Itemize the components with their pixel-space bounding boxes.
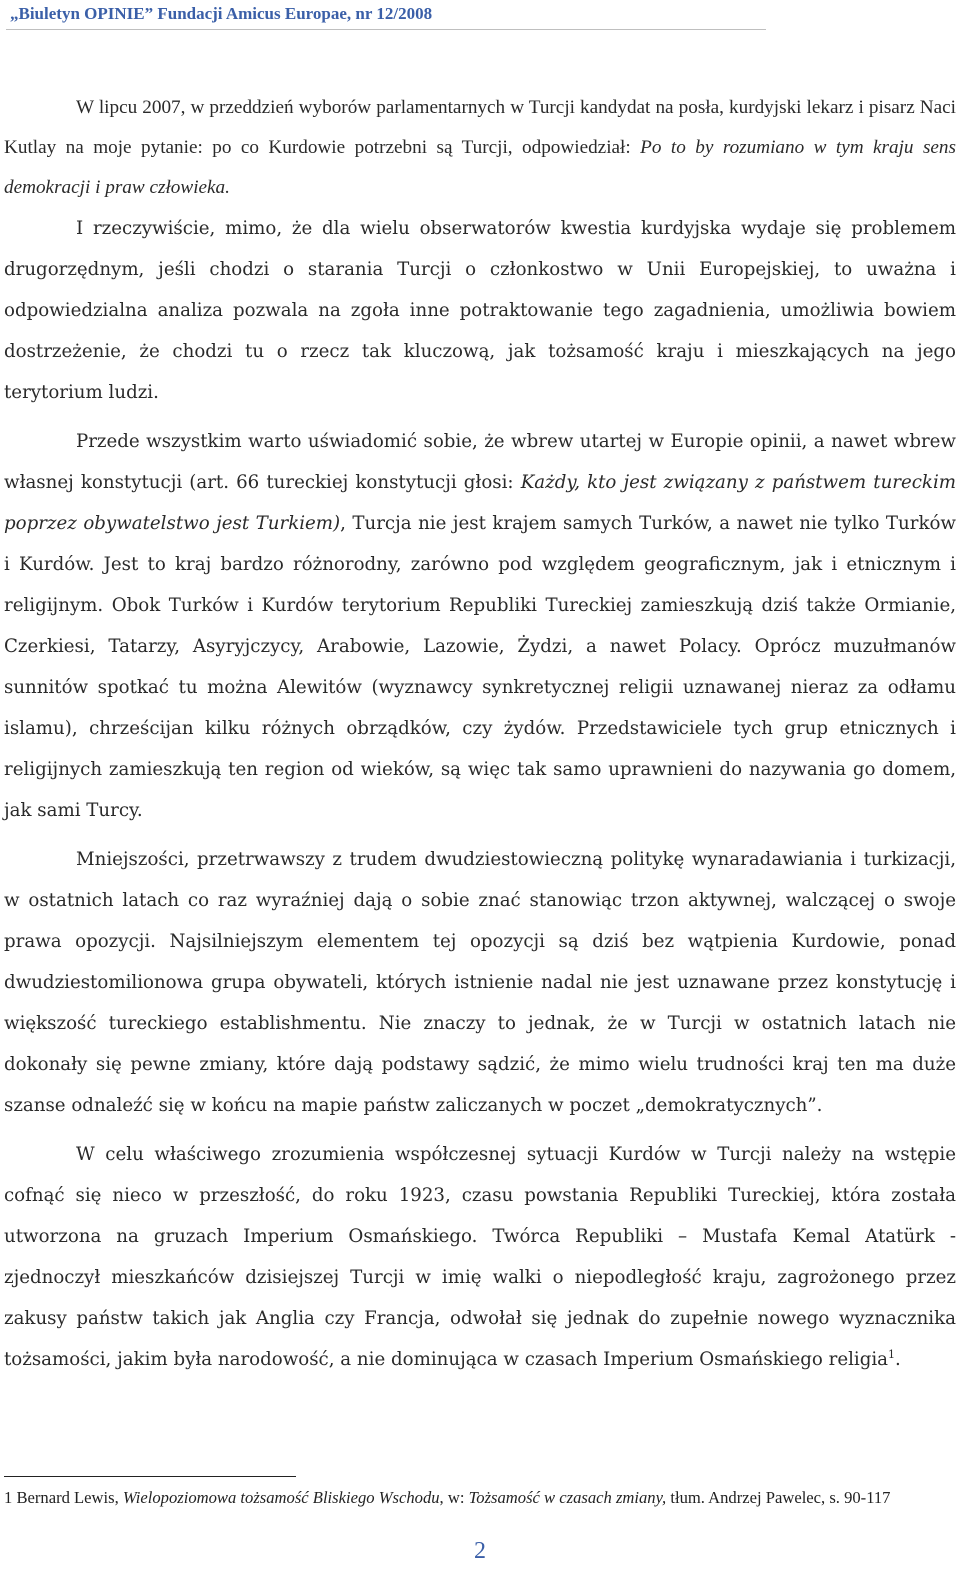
paragraph-2 [4, 208, 956, 413]
paragraph-5-text: W celu właściwego zrozumienia współczesnej sytuacji Kurdów w Turcji należy na wstępie cofnąć się nieco w przeszłość, do roku 1923, czasu powstania Republiki Tureckiej, która została utworzona na gruzach Imperium Osmańskiego. Twórca Republiki – Mustafa Kemal Atatürk - zjednoczył mieszkańców dzisiejszej Turcji w imię walki o niepodległość kraju, zagrożonego przez zakusy państw takich jak Anglia czy Francja, odwołał się jednak do zupełnie nowego wyznacznika tożsamości, jakim była narodowość, a nie dominująca w czasach Imperium Osmańskiego religia [4, 1144, 956, 1370]
paragraph-1-text: W lipcu 2007, w przeddzień wyborów parlamentarnych w Turcji kandydat na posła, kurdyjski lekarz i pisarz Naci Kutlay na moje pytanie: po co Kurdowie potrzebni są Turcji, odpowiedział: [4, 97, 956, 158]
footnote-reference[interactable]: 1 [888, 1347, 896, 1361]
page-number: 2 [474, 1538, 486, 1564]
paragraph-3-text-before: Przede wszystkim warto uświadomić sobie, że wbrew utartej w Europie opinii, a nawet wbrew własnej konstytucji (art. 66 tureckiej konstytucji głosi: [4, 431, 956, 493]
paragraph-5 [4, 1134, 956, 1380]
paragraph-3-text-after: , Turcja nie jest krajem samych Turków, a nawet nie tylko Turków i Kurdów. Jest to kraj bardzo różnorodny, zarówno pod względem geograficznym, jak i etnicznym i religijnym. Obok Turków i Kurdów terytorium Republiki Tureckiej zamieszkują dziś także Ormianie, Czerkiesi, Tatarzy, Asyryjczycy, Arabowie, Lazowie, Żydzi, a nawet Polacy. Oprócz muzułmanów sunnitów spotkać tu można Alewitów (wyznawcy synkretycznej religii uznawanej nieraz za odłamu islamu), chrześcijan kilku różnych obrządków, czy żydów. Przedstawiciele tych grup etnicznych i religijnych zamieszkują ten region od wieków, są więc tak samo uprawnieni do nazywania go domem, jak sami Turcy. [4, 513, 956, 821]
paragraph-5-end: . [895, 1349, 901, 1370]
footnote-author: Bernard Lewis, [12, 1488, 123, 1507]
footnote-title-2: Tożsamość w czasach zmiany, [468, 1488, 667, 1507]
footnote-number: 1 [4, 1488, 13, 1507]
article-body [4, 88, 956, 1380]
paragraph-2-text: I rzeczywiście, mimo, że dla wielu obserwatorów kwestia kurdyjska wydaje się problemem drugorzędnym, jeśli chodzi o starania Turcji o członkostwo w Unii Europejskiej, to uważna i odpowiedzialna analiza pozwala na zgoła inne potraktowanie tego zagadnienia, umożliwia bowiem dostrzeżenie, że chodzi tu o rzecz tak kluczową, jak tożsamość kraju i mieszkających na jego terytorium ludzi. [4, 218, 956, 403]
footnote-mid: , w: [439, 1488, 469, 1507]
paragraph-3-constitution-quote: Każdy, kto jest związany z państwem tureckim poprzez obywatelstwo jest Turkiem) [4, 472, 957, 534]
header-divider [6, 29, 766, 30]
document-header: „Biuletyn OPINIE” Fundacji Amicus Europae, nr 12/2008 [10, 4, 433, 23]
footnote [4, 1488, 956, 1508]
footnote-tail: tłum. Andrzej Pawelec, s. 90-117 [666, 1488, 891, 1507]
paragraph-4-text: Mniejszości, przetrwawszy z trudem dwudziestowieczną politykę wynaradawiania i turkizacji, w ostatnich latach co raz wyraźniej dają o sobie znać stanowiąc trzon aktywnej, walczącej o swoje prawa opozycji. Najsilniejszym elementem tej opozycji są dziś bez wątpienia Kurdowie, ponad dwudziestomilionowa grupa obywateli, których istnienie nadal nie jest uznawane przez konstytucję i większość tureckiego establishmentu. Nie znaczy to jednak, że w Turcji w ostatnich latach nie dokonały się pewne zmiany, które dają podstawy sądzić, że mimo wielu trudności kraj ten ma duże szanse odnaleźć się w końcu na mapie państw zaliczanych w poczet „demokratycznych”. [4, 849, 956, 1116]
footnote-divider [4, 1476, 296, 1477]
paragraph-4 [4, 839, 956, 1126]
paragraph-3 [4, 421, 956, 831]
paragraph-1-quote: Po to by rozumiano w tym kraju sens demokracji i praw człowieka. [4, 137, 956, 198]
paragraph-1 [4, 88, 956, 208]
footnote-title-1: Wielopoziomowa tożsamość Bliskiego Wschodu [122, 1488, 440, 1507]
